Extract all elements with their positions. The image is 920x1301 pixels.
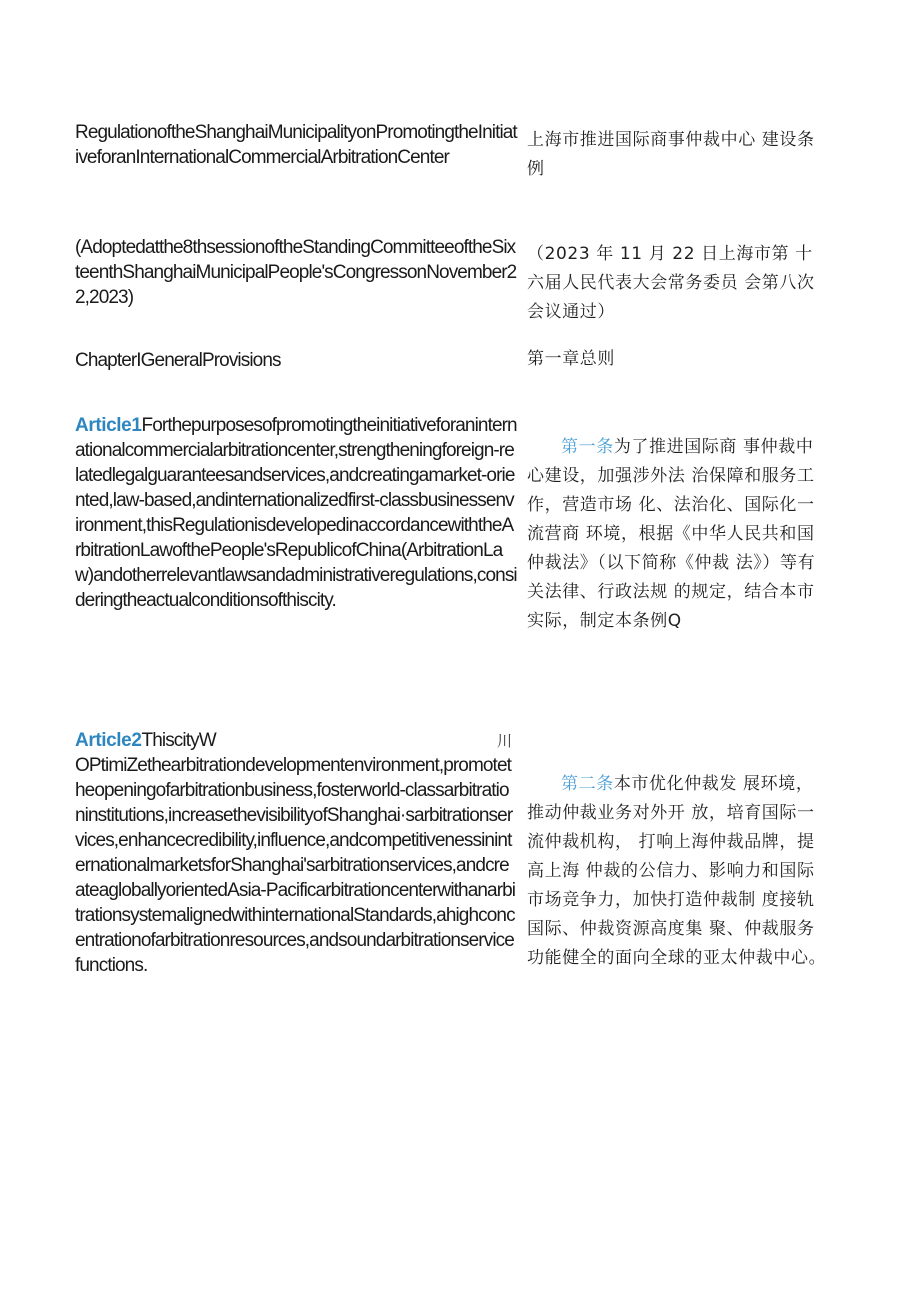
article-1-text-zh: 为了推进国际商 事仲裁中心建设，加强涉外法 治保障和服务工作，营造市场 化、法治化、国际化一流营商 环境，根据《中华人民共和国 仲裁法》（以下简称《仲裁 法》）等有关法律、行政法规 的规定，结合本市实际，制定本条例Q (527, 437, 816, 631)
title-zh: 上海市推进国际商事仲裁中心 建设条例 (527, 130, 815, 179)
adoption-note-zh: （2023 年 11 月 22 日上海市第 十六届人民代表大会常务委员 会第八次会议通过） (527, 244, 815, 322)
article-2-number-en: Article2 (75, 730, 142, 751)
article-2-text-en: ThiscityW (141, 730, 216, 751)
adoption-note-en: (Adoptedatthe8thsessionoftheStandingCommitteeoftheSixteenthShanghaiMunicipalPeople'sCongressonNovember22,2023) (75, 237, 517, 308)
article-1-zh (527, 433, 827, 636)
article-2-number-zh: 第二条 (561, 774, 614, 794)
chapter-heading-en: ChapterIGeneralProvisions (75, 350, 281, 371)
article-1-number-zh: 第一条 (561, 437, 614, 457)
stray-glyph: 川 (497, 732, 513, 750)
article-2-text-zh: 本市优化仲裁发 展环境，推动仲裁业务对外开 放，培育国际一流仲裁机构， 打响上海仲裁品牌，提高上海 仲裁的公信力、影响力和国际 市场竞争力，加快打造仲裁制 度接轨国际、仲裁资源高度集 聚、仲裁服务功能健全的面向全球的亚太仲裁中心。 (527, 774, 827, 968)
article-1-en (75, 413, 517, 613)
chapter-heading-zh: 第一章总则 (527, 349, 615, 369)
article-2-text-rest-en: OPtimiZethearbitrationdevelopmentenvironment,promotetheopeningofarbitrationbusiness,fosterworld-classarbitrationinstitutions,increasethevisibilityofShanghai·sarbitrationservices,enhancecredibility,influence,andcompetitivenessininternationalmarketsforShanghai'sarbitrationservices,andcreateagloballyorientedAsia-PacificarbitrationcenterwithanarbitrationsystemalignedwithinternationalStandards,ahighconcentrationofarbitrationresources,andsoundarbitrationservicefunctions. (75, 755, 516, 976)
article-2-zh (527, 770, 827, 973)
title-en: RegulationoftheShanghaiMunicipalityonPromotingtheInitiativeforanInternationalCommercialArbitrationCenter (75, 122, 517, 168)
article-1-text-en: Forthepurposesofpromotingtheinitiativeforaninternationalcommercialarbitrationcenter,strengtheningforeign-relatedlegalguaranteesandservices,andcreatingamarket-oriented,law-based,andinternationalizedfirst-classbusinessenvironment,thisRegulationisdevelopedinaccordancewiththeArbitrationLawofthePeople'sRepublicofChina(ArbitrationLaw)andotherrelevantlawsandadministrativeregulations,consideringtheactualconditionsofthiscity. (75, 415, 517, 611)
article-2-en (75, 728, 517, 978)
article-1-number-en: Article1 (75, 415, 142, 436)
